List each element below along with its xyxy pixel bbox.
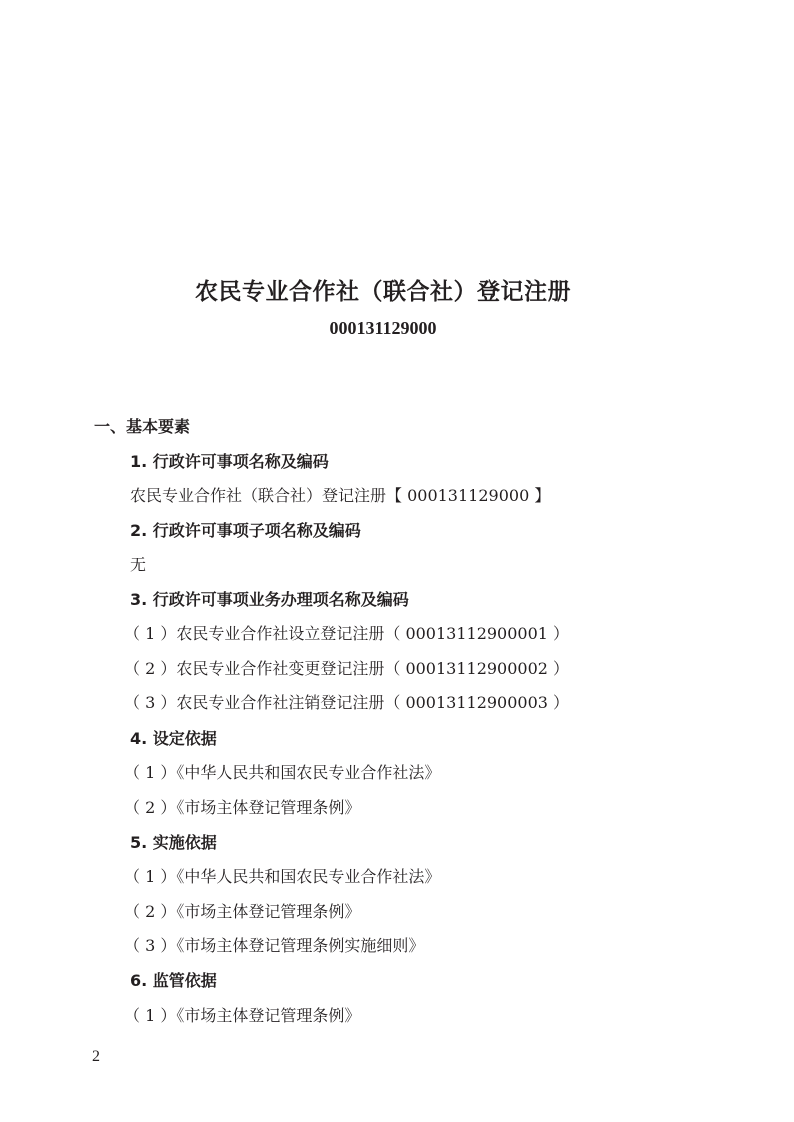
subsection-heading-legal-basis: 4. 设定依据 xyxy=(130,729,217,748)
list-item: （ 3 ）农民专业合作社注销登记注册（ 00013112900003 ） xyxy=(124,693,570,712)
list-item: （ 2 ）《市场主体登记管理条例》 xyxy=(124,798,361,817)
list-item: （ 2 ）农民专业合作社变更登记注册（ 00013112900002 ） xyxy=(124,659,570,678)
subsection-heading-implementation-basis: 5. 实施依据 xyxy=(130,833,217,852)
subsection-heading-business-items: 3. 行政许可事项业务办理项名称及编码 xyxy=(130,590,409,609)
list-item: （ 2 ）《市场主体登记管理条例》 xyxy=(124,902,361,921)
list-item: （ 1 ）《中华人民共和国农民专业合作社法》 xyxy=(124,867,441,886)
list-item: （ 1 ）《中华人民共和国农民专业合作社法》 xyxy=(124,763,441,782)
document-title: 农民专业合作社（联合社）登记注册 xyxy=(195,278,571,305)
list-item: （ 3 ）《市场主体登记管理条例实施细则》 xyxy=(124,936,425,955)
item-name-text: 农民专业合作社（联合社）登记注册【 000131129000 】 xyxy=(130,486,551,505)
document-code: 000131129000 xyxy=(329,318,437,338)
section-heading-basic-elements: 一、基本要素 xyxy=(94,417,191,436)
subitem-name-text: 无 xyxy=(130,555,147,574)
page-number: 2 xyxy=(92,1048,100,1065)
subsection-heading-supervision-basis: 6. 监管依据 xyxy=(130,971,217,990)
subsection-heading-subitem-name: 2. 行政许可事项子项名称及编码 xyxy=(130,521,361,540)
list-item: （ 1 ）《市场主体登记管理条例》 xyxy=(124,1006,361,1025)
list-item: （ 1 ）农民专业合作社设立登记注册（ 00013112900001 ） xyxy=(124,624,570,643)
subsection-heading-item-name: 1. 行政许可事项名称及编码 xyxy=(130,452,329,471)
